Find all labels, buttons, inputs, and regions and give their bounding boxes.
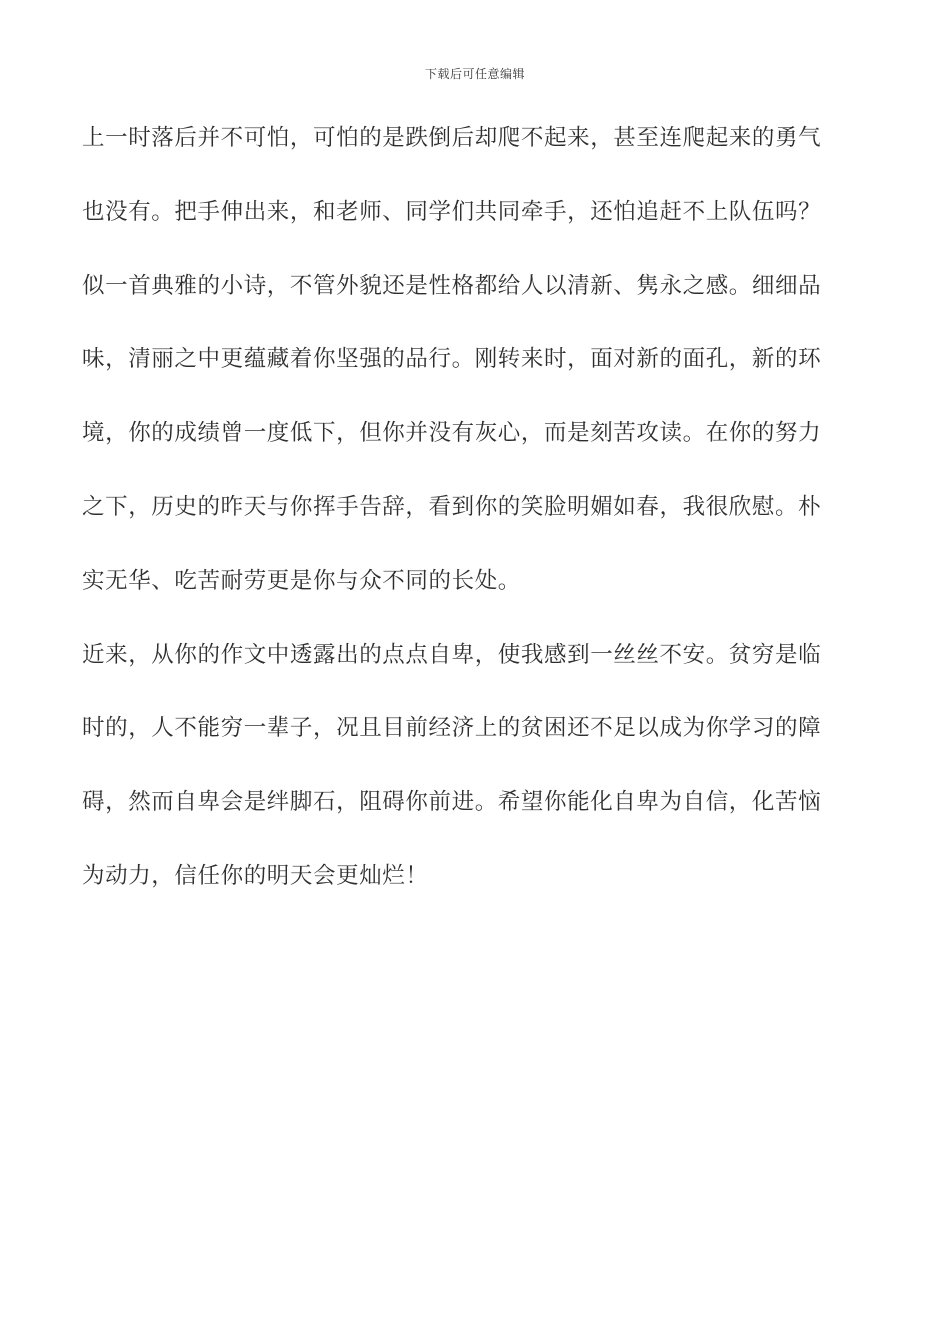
body-line-9: 时的，人不能穷一辈子，况且目前经济上的贫困还不足以成为你学习的障 xyxy=(82,715,822,742)
body-line-10: 碍，然而自卑会是绊脚石，阻碍你前进。希望你能化自卑为自信，化苦恼 xyxy=(82,789,822,816)
body-line-6: 之下，历史的昨天与你挥手告辞，看到你的笑脸明媚如春，我很欣慰。朴 xyxy=(82,493,822,520)
body-line-5: 境，你的成绩曾一度低下，但你并没有灰心，而是刻苦攻读。在你的努力 xyxy=(82,420,822,447)
body-line-3: 似一首典雅的小诗，不管外貌还是性格都给人以清新、隽永之感。细细品 xyxy=(82,272,822,299)
body-line-8: 近来，从你的作文中透露出的点点自卑，使我感到一丝丝不安。贫穷是临 xyxy=(82,641,822,668)
body-line-1: 上一时落后并不可怕，可怕的是跌倒后却爬不起来，甚至连爬起来的勇气 xyxy=(82,125,822,151)
body-line-4: 味，清丽之中更蕴藏着你坚强的品行。刚转来时，面对新的面孔，新的环 xyxy=(82,346,822,373)
body-line-11: 为动力，信任你的明天会更灿烂！ xyxy=(82,862,429,889)
document-body xyxy=(82,112,868,924)
header-note: 下载后可任意编辑 xyxy=(424,67,525,81)
body-line-2: 也没有。把手伸出来，和老师、同学们共同牵手，还怕追赶不上队伍吗？ xyxy=(82,198,822,225)
body-line-7: 实无华、吃苦耐劳更是你与众不同的长处。 xyxy=(82,567,521,594)
